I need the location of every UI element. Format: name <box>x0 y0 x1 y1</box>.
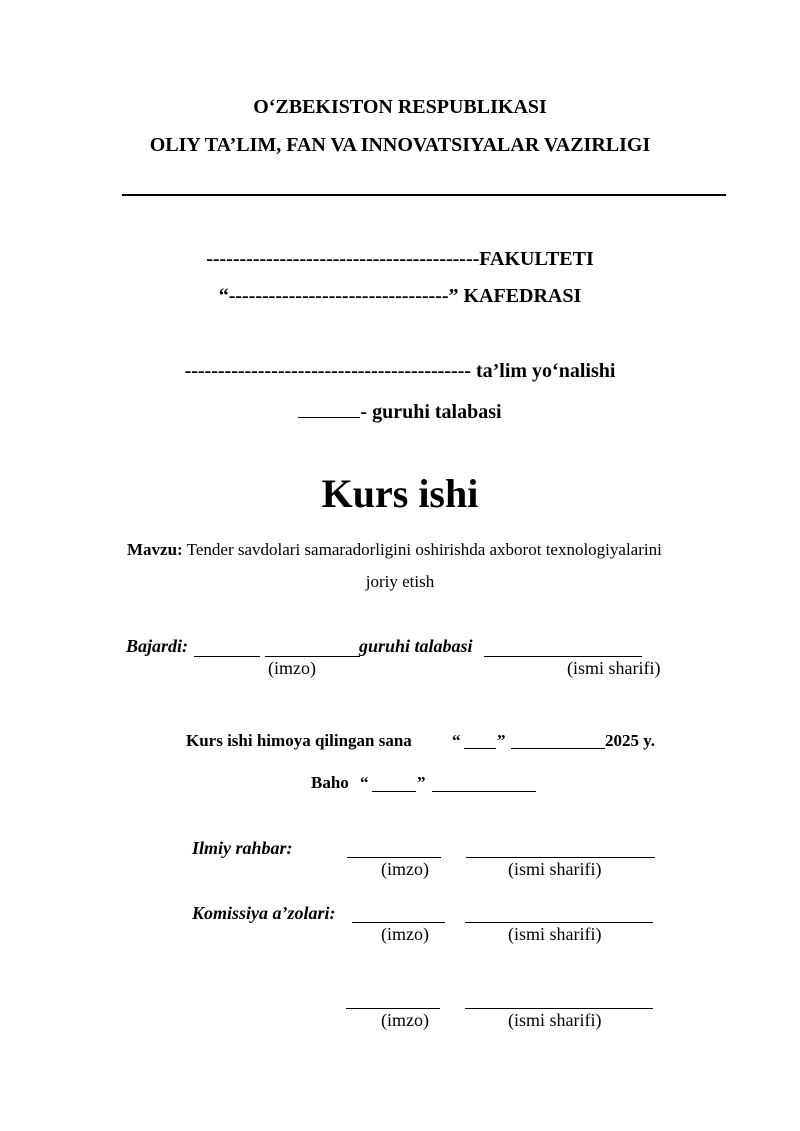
commission-name-caption-2: (ismi sharifi) <box>508 1010 602 1030</box>
header-divider <box>122 194 726 196</box>
topic-text-1: Tender savdolari samaradorligini oshirishda axborot texnologiyalarini <box>186 540 662 559</box>
supervisor-name-blank <box>466 857 655 858</box>
commission-name-blank-1 <box>465 922 653 923</box>
performer-group-blank <box>265 656 360 657</box>
defense-year: 2025 y. <box>605 731 656 750</box>
performer-signature-caption: (imzo) <box>268 658 316 678</box>
group-line <box>0 397 800 424</box>
defense-date-close-quote: ” <box>497 731 506 750</box>
department-line: “---------------------------------” KAFEDRASI <box>218 285 582 307</box>
performer-name-caption: (ismi sharifi) <box>567 658 661 678</box>
commission-name-caption-1: (ismi sharifi) <box>508 924 602 944</box>
supervisor-label: Ilmiy rahbar: <box>192 838 293 858</box>
ministry-name: OLIY TA’LIM, FAN VA INNOVATSIYALAR VAZIRLIGI <box>149 134 651 156</box>
ministry-country: O‘ZBEKISTON RESPUBLIKASI <box>253 96 547 118</box>
grade-close-quote: ” <box>417 773 426 792</box>
performer-signature-blank <box>194 656 260 657</box>
document-title: Kurs ishi <box>321 471 479 516</box>
grade-open-quote: “ <box>360 773 369 792</box>
topic-line-1 <box>127 540 662 560</box>
group-blank <box>298 397 360 418</box>
supervisor-signature-caption: (imzo) <box>381 859 429 879</box>
topic-label: Mavzu: <box>127 540 183 559</box>
topic-text-2: joriy etish <box>365 572 435 591</box>
commission-signature-caption-2: (imzo) <box>381 1010 429 1030</box>
defense-date-open-quote: “ <box>452 731 461 750</box>
grade-text-blank <box>432 791 536 792</box>
study-direction-line: ------------------------------------------- ta’lim yo‘nalishi <box>184 360 616 382</box>
performer-label: Bajardi: <box>126 636 189 656</box>
commission-label: Komissiya a’zolari: <box>192 903 336 923</box>
defense-date-label: Kurs ishi himoya qilingan sana <box>186 731 412 750</box>
grade-label: Baho <box>311 773 349 792</box>
commission-signature-caption-1: (imzo) <box>381 924 429 944</box>
commission-signature-blank-2 <box>346 1008 440 1009</box>
supervisor-signature-blank <box>347 857 441 858</box>
defense-day-blank <box>464 748 496 749</box>
performer-group-label: guruhi talabasi <box>359 636 473 656</box>
grade-score-blank <box>372 791 416 792</box>
faculty-line: -----------------------------------------FAKULTETI <box>206 248 594 270</box>
performer-name-blank <box>484 656 642 657</box>
commission-signature-blank-1 <box>352 922 445 923</box>
supervisor-name-caption: (ismi sharifi) <box>508 859 602 879</box>
defense-month-blank <box>511 748 605 749</box>
group-suffix: - guruhi talabasi <box>360 401 502 423</box>
commission-name-blank-2 <box>465 1008 653 1009</box>
